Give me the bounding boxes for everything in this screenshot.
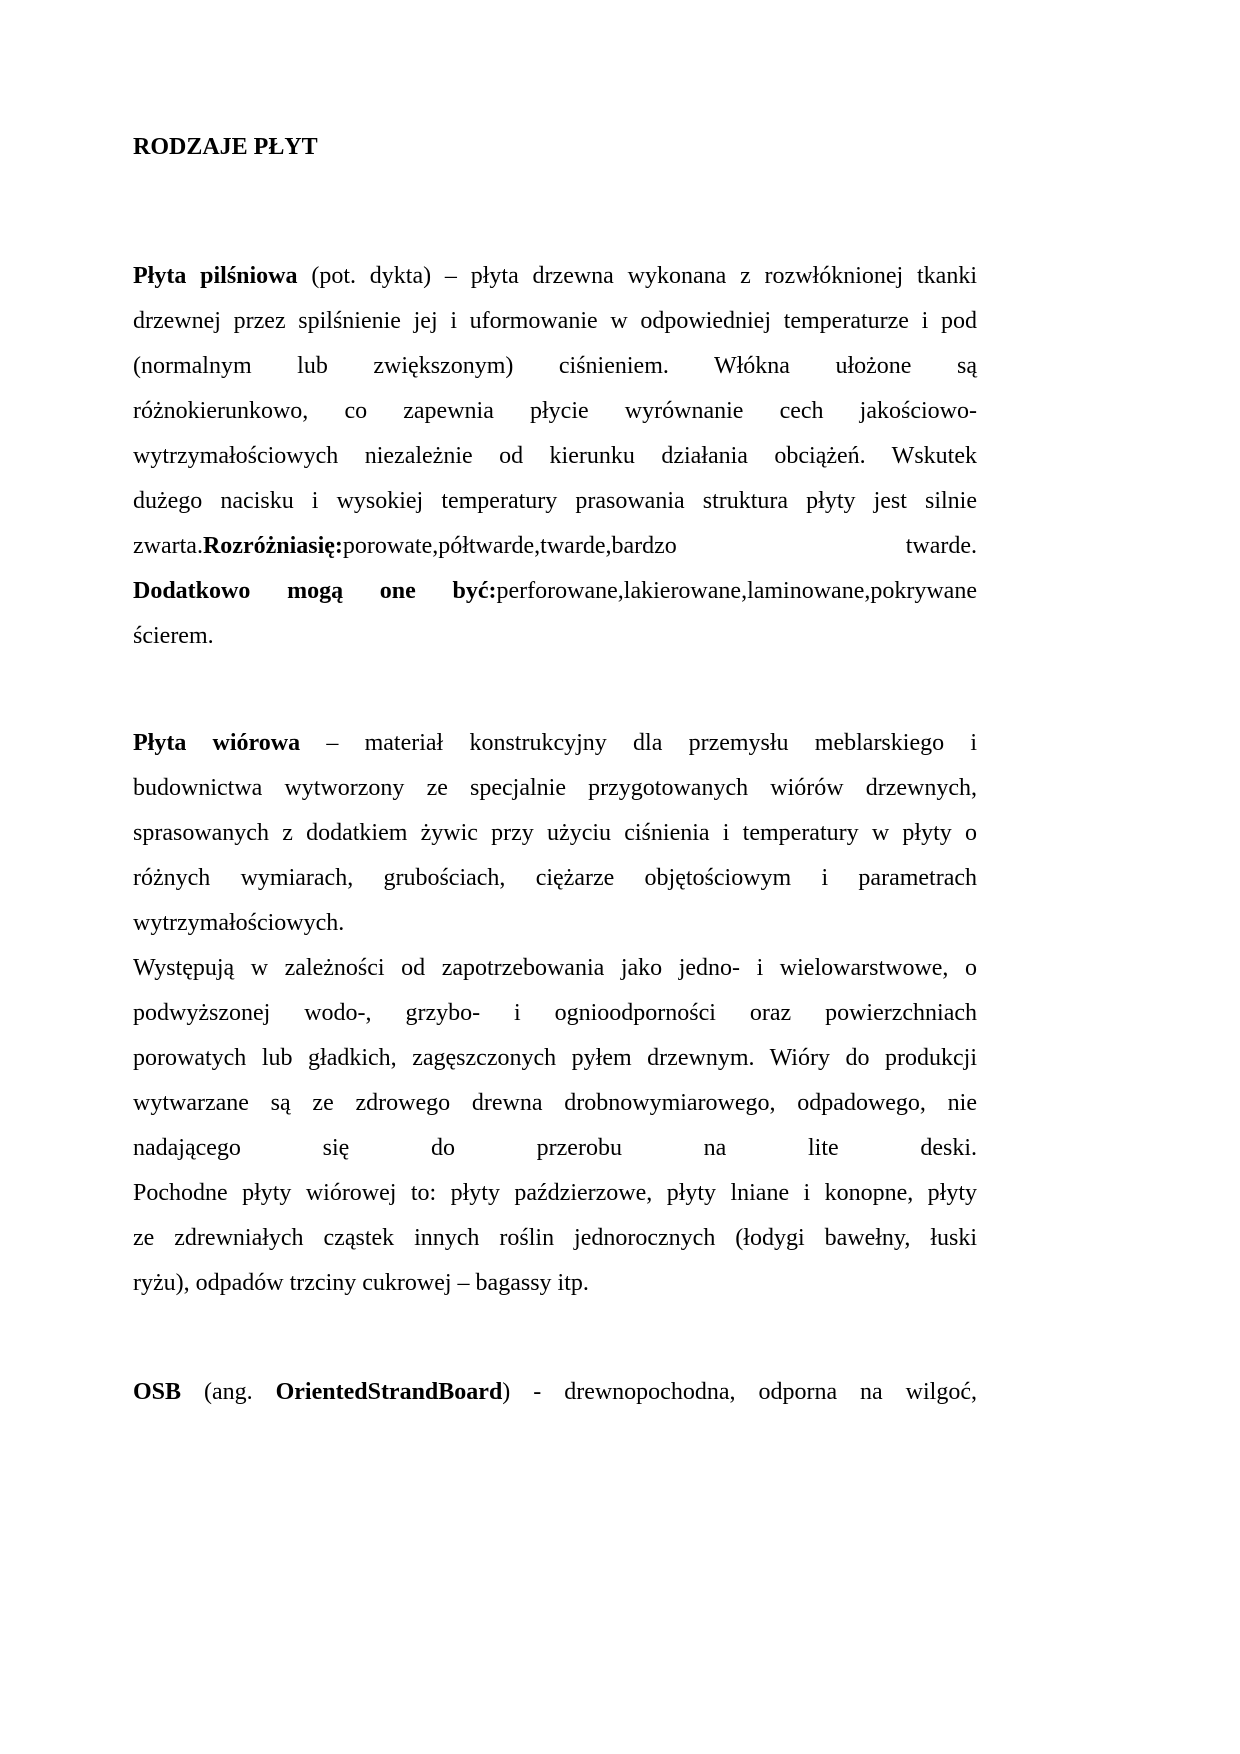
bold-term: OrientedStrandBoard [275, 1379, 503, 1405]
text-line [133, 569, 977, 614]
text-line [133, 344, 977, 389]
text-line [133, 524, 977, 569]
text-line [133, 766, 977, 811]
bold-term: Płyta wiórowa [133, 730, 301, 756]
text-line [133, 434, 977, 479]
text-run: nadającego się do przerobu na lite deski. [133, 1135, 977, 1161]
text-run: ze zdrewniałych cząstek innych roślin jednorocznych (łodygi bawełny, łuski [133, 1225, 977, 1251]
text-run: Występują w zależności od zapotrzebowania jako jedno- i wielowarstwowe, o [133, 955, 977, 981]
text-run: podwyższonej wodo-, grzybo- i ognioodporności oraz powierzchniach [133, 1000, 977, 1026]
text-run: (normalnym lub zwiększonym) ciśnieniem. Włókna ułożone są [133, 353, 977, 379]
text-run: budownictwa wytworzony ze specjalnie przygotowanych wiórów drzewnych, [133, 775, 977, 801]
text-run: porowatych lub gładkich, zagęszczonych pyłem drzewnym. Wióry do produkcji [133, 1045, 977, 1071]
text-run: – materiał konstrukcyjny dla przemysłu meblarskiego i [300, 730, 978, 756]
text-run: wytrzymałościowych niezależnie od kierunku działania obciążeń. Wskutek [133, 443, 977, 469]
section-plyta-pilsniowa [133, 254, 977, 659]
text-run: różnokierunkowo, co zapewnia płycie wyrównanie cech jakościowo- [133, 398, 977, 424]
text-line [133, 946, 977, 991]
text-run: różnych wymiarach, grubościach, ciężarze objętościowym i parametrach [133, 865, 977, 891]
text-run: sprasowanych z dodatkiem żywic przy użyciu ciśnienia i temperatury w płyty o [133, 820, 977, 846]
text-line [133, 389, 977, 434]
section-osb [133, 1370, 977, 1415]
text-line [133, 1036, 977, 1081]
text-run: Pochodne płyty wiórowej to: płyty paździerzowe, płyty lniane i konopne, płyty [133, 1180, 977, 1206]
bold-term: Dodatkowo mogą one być: [133, 578, 497, 604]
text-line [133, 299, 977, 344]
text-line [133, 1171, 977, 1216]
bold-term: OSB [133, 1379, 182, 1405]
section-plyta-wiorowa [133, 721, 977, 1306]
text-run: wytrzymałościowych. [133, 910, 345, 936]
text-line [133, 721, 977, 766]
bold-term: Rozróżniasię: [202, 533, 343, 559]
text-run: ryżu), odpadów trzciny cukrowej – bagassy itp. [133, 1270, 589, 1296]
text-run: drzewnej przez spilśnienie jej i uformowanie w odpowiedniej temperaturze i pod [133, 308, 977, 334]
text-line [133, 1216, 977, 1261]
text-run: zwarta. [133, 533, 203, 559]
text-run: ) - drewnopochodna, odporna na wilgoć, [502, 1379, 977, 1405]
text-run: wytwarzane są ze zdrowego drewna drobnowymiarowego, odpadowego, nie [133, 1090, 977, 1116]
text-line [133, 991, 977, 1036]
text-run: (ang. [181, 1379, 276, 1405]
text-line [133, 479, 977, 524]
text-line [133, 1081, 977, 1126]
page-title: RODZAJE PŁYT [133, 134, 318, 160]
text-line [133, 254, 977, 299]
bold-term: Płyta pilśniowa [133, 263, 298, 289]
text-run: (pot. dykta) – płyta drzewna wykonana z rozwłóknionej tkanki [297, 263, 977, 289]
text-run: porowate,półtwarde,twarde,bardzo twarde. [342, 533, 977, 559]
text-run: ścierem. [133, 623, 214, 649]
text-line [133, 1370, 977, 1415]
text-line [133, 901, 977, 946]
text-line [133, 856, 977, 901]
text-run: dużego nacisku i wysokiej temperatury prasowania struktura płyty jest silnie [133, 488, 977, 514]
text-line [133, 1261, 977, 1306]
text-run: perforowane,lakierowane,laminowane,pokrywane [496, 578, 977, 604]
text-line [133, 811, 977, 856]
text-line [133, 1126, 977, 1171]
text-line [133, 614, 977, 659]
